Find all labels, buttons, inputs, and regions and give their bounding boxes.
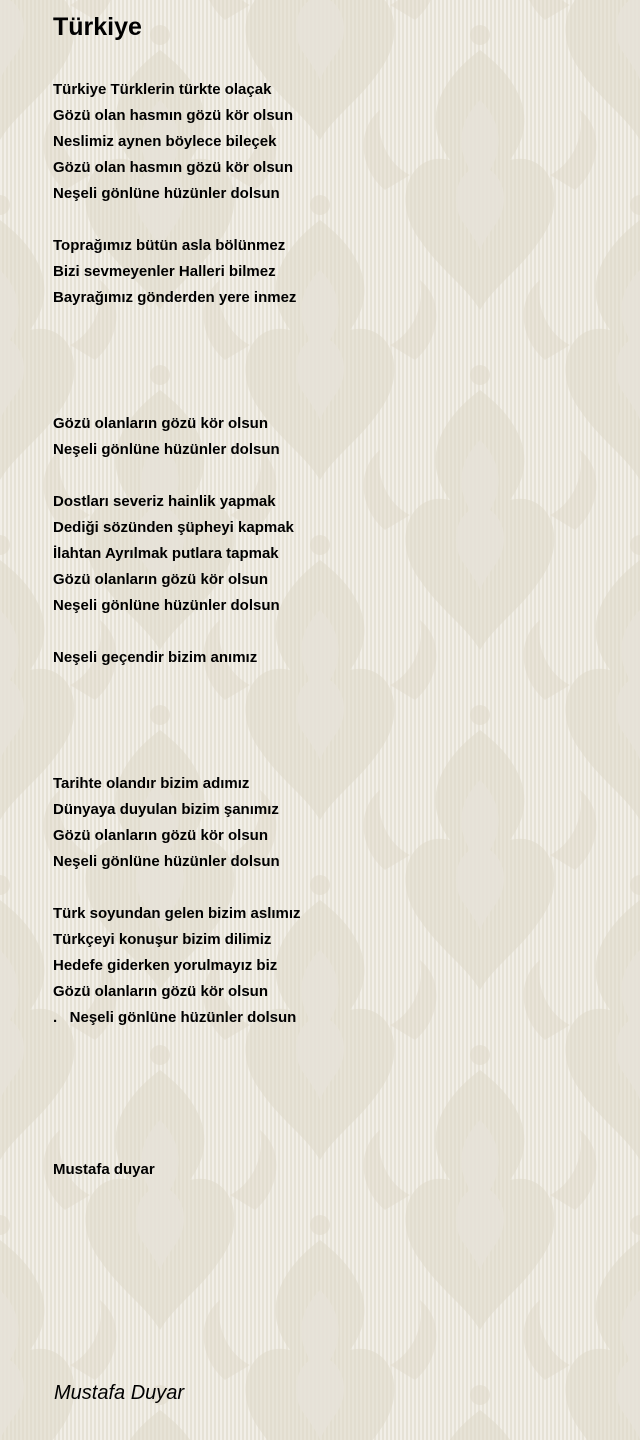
poem-line: Türkçeyi konuşur bizim dilimiz [53, 931, 272, 948]
poem-line: Türk soyundan gelen bizim aslımız [53, 905, 301, 922]
poem-line: Gözü olan hasmın gözü kör olsun [53, 107, 294, 124]
poem-line: Türkiye Türklerin türkte olaçak [53, 81, 272, 98]
poem-line: Bayrağımız gönderden yere inmez [53, 289, 297, 306]
poem-line: . Neşeli gönlüne hüzünler dolsun [53, 1009, 297, 1026]
poem-line: Hedefe giderken yorulmayız biz [53, 957, 278, 974]
poem-line: Neşeli gönlüne hüzünler dolsun [53, 185, 280, 202]
poem-line: Gözü olanların gözü kör olsun [53, 571, 269, 588]
poem-line: Dediği sözünden şüpheyi kapmak [53, 519, 294, 536]
poem-line: Toprağımız bütün asla bölünmez [53, 237, 286, 254]
poem-line: Neşeli gönlüne hüzünler dolsun [53, 441, 280, 458]
author-signature: Mustafa Duyar [54, 1382, 185, 1404]
poem-line: Dostları severiz hainlik yapmak [53, 493, 276, 510]
poem-line: İlahtan Ayrılmak putlara tapmak [53, 545, 279, 562]
poem-line: Tarihte olandır bizim adımız [53, 775, 250, 792]
poem-line: Neşeli geçendir bizim anımız [53, 649, 258, 666]
poem-line: Gözü olanların gözü kör olsun [53, 415, 269, 432]
poem-line: Gözü olanların gözü kör olsun [53, 983, 269, 1000]
poem-line: Bizi sevmeyenler Halleri bilmez [53, 263, 276, 280]
poem-title: Türkiye [53, 13, 142, 41]
poem-line: Neşeli gönlüne hüzünler dolsun [53, 853, 280, 870]
poem-line: Dünyaya duyulan bizim şanımız [53, 801, 279, 818]
poem-line: Gözü olanların gözü kör olsun [53, 827, 269, 844]
poem-author-line: Mustafa duyar [53, 1161, 155, 1178]
poem-line: Neşeli gönlüne hüzünler dolsun [53, 597, 280, 614]
poem-line: Neslimiz aynen böylece bileçek [53, 133, 277, 150]
poem-line: Gözü olan hasmın gözü kör olsun [53, 159, 294, 176]
